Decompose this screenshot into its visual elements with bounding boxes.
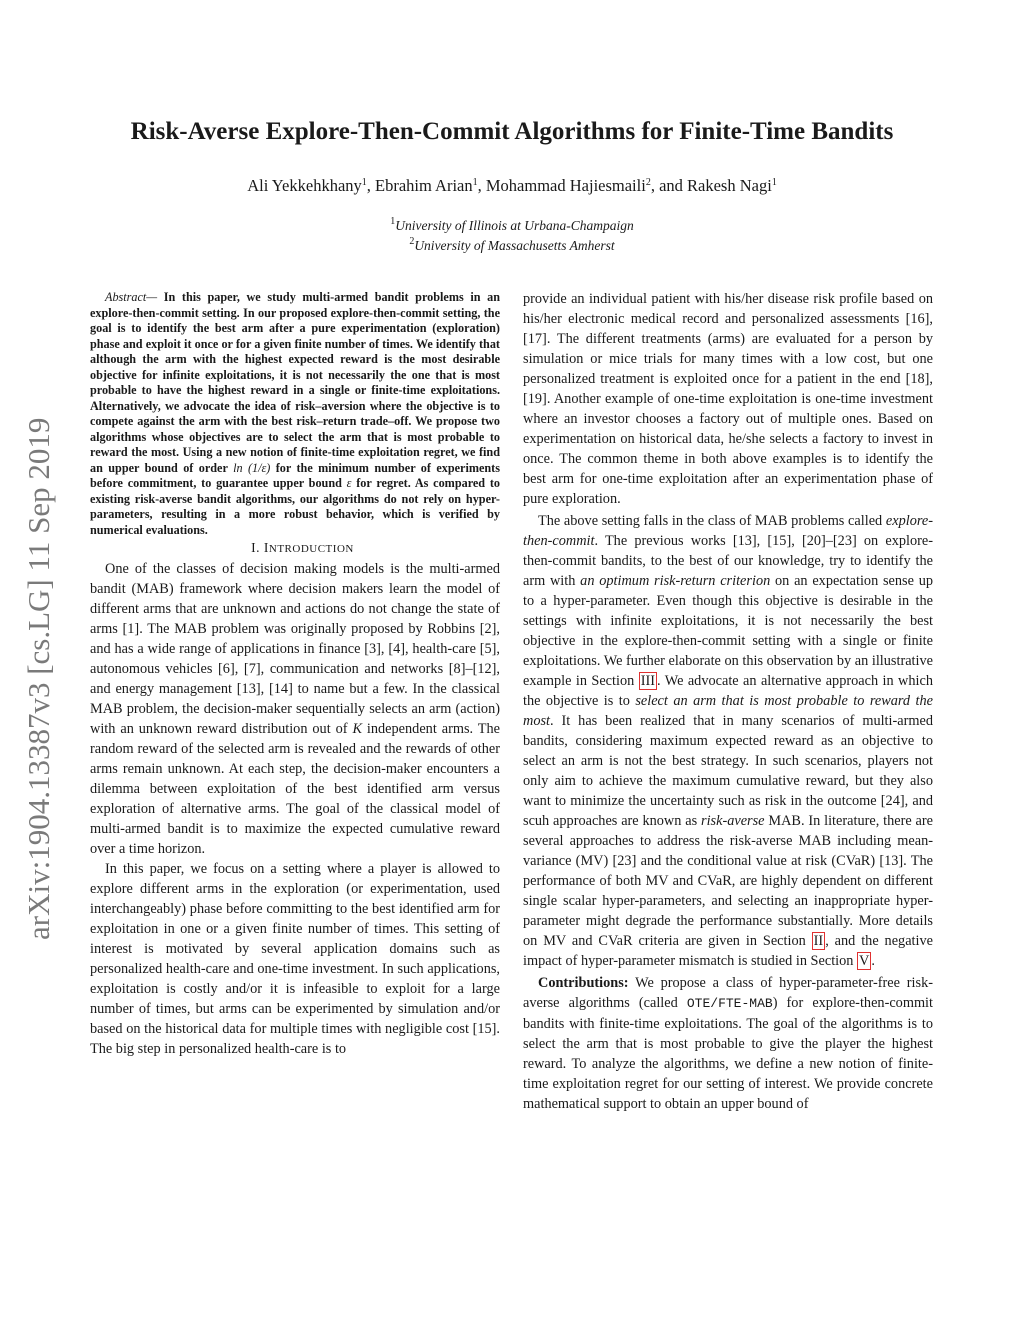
contributions-paragraph: Contributions: We propose a class of hyper-parameter-free risk-averse algorithms (called OTE/FTE-MAB) for explore-then-commit bandits with finite-time exploitations. The goal of the algorithms is to select the arm that is most probable to give the player the highest reward. To analyze the algorithms, we define a new notion of finite-time exploitation regret for our setting of interest. We provide concrete mathematical support to obtain an upper bound of [523,975,934,1112]
left-column [90,290,500,1059]
section-link-iii[interactable]: III [640,673,655,689]
contributions-label: Contributions: [538,975,629,991]
section-link-ii[interactable]: II [813,933,824,949]
author-list [0,176,1024,196]
intro-paragraph-1: One of the classes of decision making models is the multi-armed bandit (MAB) framework where decision makers learn the model of different arms that are unknown and actions do not change the state of arms [1]. The MAB problem was originally proposed by Robbins [2], and has a wide range of applications in finance [3], [4], health-care [5], autonomous vehicles [6], [7], communication and networks [8]–[12], and energy management [13], [14] to name but a few. In the classical MAB problem, the decision-maker sequentially selects an arm (action) with an unknown reward distribution out of K independent arms. The random reward of the selected arm is revealed and the rewards of other arms remain unknown. At each step, the decision-maker encounters a dilemma between exploitation of the best identified arm versus exploration of alternative arms. The goal of the classical model of multi-armed bandit is to maximize the expected cumulative reward over a time horizon. [90,561,500,857]
abstract-label: Abstract— [105,290,158,304]
arxiv-identifier: arXiv:1904.13387v3 [cs.LG] 11 Sep 2019 [21,417,56,940]
affiliations [0,216,1024,256]
intro-paragraph-4: The above setting falls in the class of MAB problems called explore-then-commit. The previous works [13], [15], [20]–[23] on explore-then-commit bandits, to the best of our knowledge, try to identify the arm with an optimum risk-return criterion on an expectation sense up to a hyper-parameter. Even though this objective is desirable in the settings with infinite exploitations, it is not necessarily the best objective in the explore-then-commit setting with a single or finite exploitations. We further elaborate on this observation by an illustrative example in Section III . We advocate an alternative approach in which the objective is to select an arm that is most probable to reward the most. It has been realized that in many scenarios of multi-armed bandits, considering maximum expected reward as an objective to select an arm is not the best strategy. In such scenarios, players not only aim to achieve the maximum cumulative reward, but they also want to minimize the uncertainty such as risk in the outcome [24], and scuh approaches are known as risk-averse MAB. In literature, there are several approaches to address the risk-averse MAB including mean-variance (MV) [23] and the conditional value at risk (CVaR) [13]. The performance of both MV and CVaR, are highly dependent on different single scalar hyper-parameters, and selecting an inappropriate hyper-parameter might degrade the performance substantially. More details on MV and CVaR criteria are given in Section II , and the negative impact of hyper-parameter mismatch is studied in Section V . [523,513,933,969]
right-column [523,289,933,1114]
intro-paragraph-3: provide an individual patient with his/her disease risk profile based on his/her electronic medical record and personalized assessments [16], [17]. The different treatments (arms) are evaluated for a person by simulation or mice trials for many times with a low cost, but one personalized treatment is exploited once for a patient in the end [18], [19]. Another example of one-time exploitation is one-time investment where an investor chooses a factory out of multiple ones. Based on experimentation on historical data, he/she selects a factory to invest in once. The common theme in both above examples is to identify the best arm for one-time exploitation after an experimentation phase of pure exploration. [523,291,933,507]
affiliation-1: $^1$University of Illinois at Urbana-Champaign [390,216,634,233]
epsilon-symbol: ε [346,476,352,490]
author-4: Rakesh Nagi$^1$ [687,176,777,195]
paper-title: Risk-Averse Explore-Then-Commit Algorithms for Finite-Time Bandits [130,118,894,145]
intro-paragraph-2: In this paper, we focus on a setting where a player is allowed to explore different arms in the exploration (or experimentation, used interchangeably) phase before committing to the best identified arm for exploitation in one or a given finite number of times. This setting of interest is motivated by several application domains such as personalized health-care and one-time investment. In such applications, exploitation is costly and/or it is infeasible to exploit for a large number of times, but arms can be experimented by simulation and/or based on the historical data for multiple times with negligible cost [15]. The big step in personalized health-care is to [90,861,500,1057]
author-3: Mohammad Hajiesmaili$^2$, and [485,176,688,195]
abstract: Abstract— In this paper, we study multi-armed bandit problems in an explore-then-commit setting. In our proposed explore-then-commit setting, the goal is to identify the best arm after a pure experimentation (exploration) phase and exploit it once or for a given finite number of times. We identify that although the arm with the highest expected reward is the most desirable objective for infinite exploitations, it is not necessarily the one that is most probable to have the highest reward in a single or finite-time exploitations. Alternatively, we advocate the idea of risk–aversion where the objective is to compete against the arm with the best risk–return trade–off. We propose two algorithms whose objectives are to select the arm that is most probable to reward the most. Using a new notion of finite-time exploitation regret, we find an upper bound of order ln (1/ε) for the minimum number of experiments before commitment, to guarantee upper bound ε for regret. As compared to existing risk-averse bandit algorithms, our algorithms do not rely on hyper-parameters, resulting in a more robust behavior, which is verified by numerical evaluations. [90,290,500,537]
order-formula: ln (1/ε) [233,460,271,475]
section-link-v[interactable]: V [859,953,870,969]
affiliation-2: $^2$University of Massachusetts Amherst [409,236,615,253]
algorithm-name: OTE/FTE-MAB [686,996,773,1011]
section-heading-introduction: I. INTRODUCTION [251,540,354,555]
author-2: Ebrahim Arian$^1$, [375,176,486,195]
author-1: Ali Yekkehkhany$^1$, [247,176,376,195]
